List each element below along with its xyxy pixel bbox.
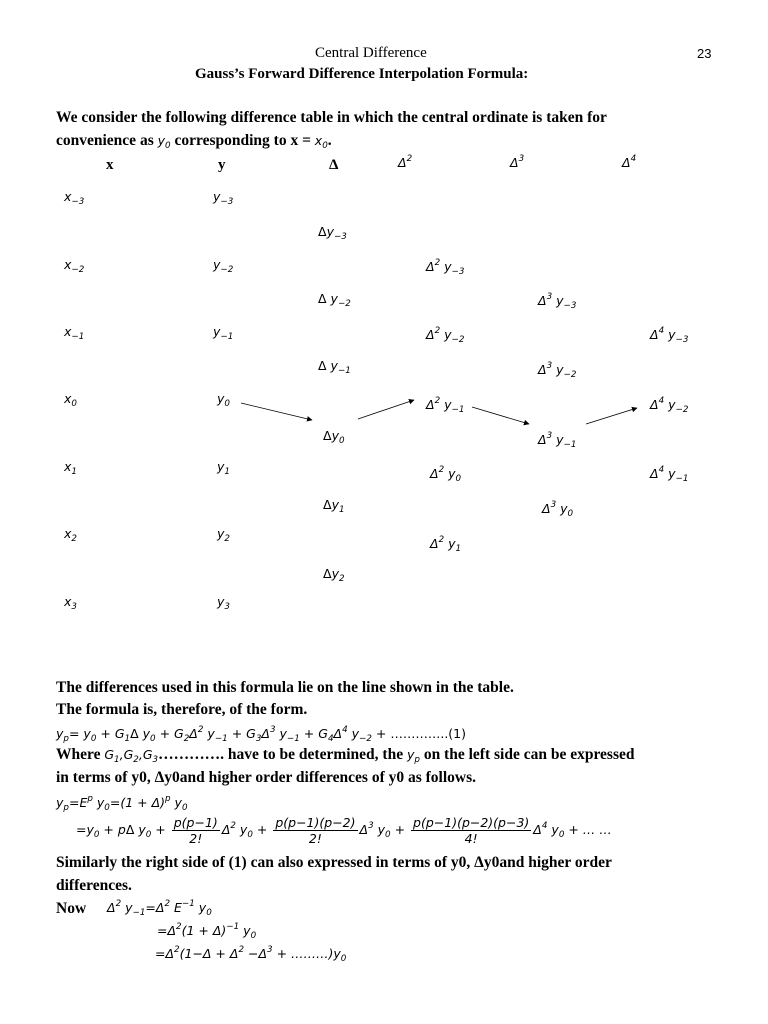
delta4-value: $\Delta^4$ $y_{-3}$ bbox=[650, 326, 689, 345]
delta1-value: Δ $y_{-2}$ bbox=[318, 291, 351, 309]
delta2-value: $\Delta^2$ $y_{-1}$ bbox=[426, 396, 465, 415]
delta1-value: $\Delta y_{-3}$ bbox=[318, 224, 347, 242]
delta4-value: $\Delta^4$ $y_{-1}$ bbox=[650, 465, 689, 484]
col-header-delta4: $\Delta^4$ bbox=[622, 154, 637, 170]
arrow bbox=[586, 408, 637, 424]
delta2-value: $\Delta^2$ $y_0$ bbox=[430, 465, 462, 484]
arrow bbox=[472, 407, 529, 424]
arrow bbox=[358, 400, 414, 419]
equation-4: $\Delta^2$ $y_{-1}=\Delta^2$ $E^{-1}$ $y_0$ bbox=[107, 899, 212, 918]
intro-line-2: convenience as $y_0$ corresponding to $x = x_0$. bbox=[56, 132, 332, 151]
delta2-value: $\Delta^2$ $y_{-3}$ bbox=[426, 258, 465, 277]
x-value: $x_{-1}$ bbox=[64, 324, 85, 342]
equation-5: $=\Delta^2(1 + \Delta)^{-1}$ $y_0$ bbox=[157, 922, 257, 941]
y-value: $y_{-1}$ bbox=[213, 324, 234, 342]
col-header-x: x bbox=[106, 157, 114, 173]
delta2-value: $\Delta^2$ $y_{-2}$ bbox=[426, 326, 465, 345]
col-header-delta3: $\Delta^3$ bbox=[510, 154, 525, 170]
arrow bbox=[241, 403, 312, 420]
body-line-2: The formula is, therefore, of the form. bbox=[56, 701, 308, 718]
y-value: $y_{-3}$ bbox=[213, 189, 234, 207]
where-line: Where $G_1,G_2,G_3\dots\dots\dots\dots$. have to be determined, the $y_p$ on the left side can be expressed bbox=[56, 746, 635, 765]
x-value: $x_3$ bbox=[64, 594, 77, 612]
delta3-value: $\Delta^3$ $y_{-1}$ bbox=[538, 431, 577, 450]
now-label: Now bbox=[56, 900, 87, 917]
page-number: 23 bbox=[697, 46, 712, 61]
delta1-value: $\Delta y_2$ bbox=[323, 566, 345, 584]
y-value: $y_{-2}$ bbox=[213, 257, 234, 275]
delta3-value: $\Delta^3$ $y_0$ bbox=[542, 500, 574, 519]
col-header-delta2: $\Delta^2$ bbox=[398, 154, 413, 170]
col-header-delta: Δ bbox=[329, 157, 339, 173]
y-value: $y_3$ bbox=[217, 594, 230, 612]
x-value: $x_0$ bbox=[64, 391, 77, 409]
terms-line: in terms of y0, Δy0and higher order differences of y0 as follows. bbox=[56, 769, 477, 786]
equation-6: $=\Delta^2(1-\Delta + \Delta^2 -\Delta^3$ + $\dots\dots\dots)y_0$ bbox=[155, 945, 347, 964]
intro-line-1: We consider the following difference table in which the central ordinate is taken for bbox=[56, 109, 607, 126]
delta3-value: $\Delta^3$ $y_{-2}$ bbox=[538, 361, 577, 380]
body-line-1: The differences used in this formula lie on the line shown in the table. bbox=[56, 679, 514, 696]
equation-1: $y_p= y_0 + G_1\Delta$ $y_0 + G_2\Delta^2$ $y_{-1} + G_3\Delta^3$ $y_{-1} + G_4\Delta^4$ $y_{-2}$ + …………..(1) bbox=[56, 725, 467, 744]
x-value: $x_{-2}$ bbox=[64, 257, 85, 275]
y-value: $y_2$ bbox=[217, 526, 230, 544]
x-value: $x_1$ bbox=[64, 459, 77, 477]
equation-2: $y_p=E^p$ $y_0=(1 + \Delta)^p$ $y_0$ bbox=[56, 794, 188, 813]
delta2-value: $\Delta^2$ $y_1$ bbox=[430, 535, 462, 554]
similarly-line-1: Similarly the right side of (1) can also expressed in terms of y0, Δy0and higher order bbox=[56, 854, 612, 871]
col-header-y: y bbox=[218, 157, 226, 173]
similarly-line-2: differences. bbox=[56, 877, 132, 894]
page-title: Central Difference bbox=[315, 45, 427, 61]
x-value: $x_{-3}$ bbox=[64, 189, 85, 207]
equation-3: $=y_0 + p\Delta$ $y_0$ + $\frac{p(p-1)}{2!}$ $\Delta^2$ $y_0$ + $\frac{p(p-1)(p-2)}{2!}$ $\Delta^3$ $y_0$ + $\frac{p(p-1)(p-2)(p-3)}{4!}$ $\Delta^4$ $y_0$ + … … bbox=[76, 815, 612, 846]
x-value: $x_2$ bbox=[64, 526, 77, 544]
section-heading: Gauss’s Forward Difference Interpolation Formula: bbox=[195, 66, 529, 82]
delta1-value: Δ $y_{-1}$ bbox=[318, 358, 351, 376]
delta4-value: $\Delta^4$ $y_{-2}$ bbox=[650, 396, 689, 415]
y-value: $y_1$ bbox=[217, 459, 230, 477]
delta1-value: $\Delta y_0$ bbox=[323, 428, 345, 446]
delta3-value: $\Delta^3$ $y_{-3}$ bbox=[538, 292, 577, 311]
delta1-value: $\Delta y_1$ bbox=[323, 497, 345, 515]
y-value: $y_0$ bbox=[217, 391, 230, 409]
